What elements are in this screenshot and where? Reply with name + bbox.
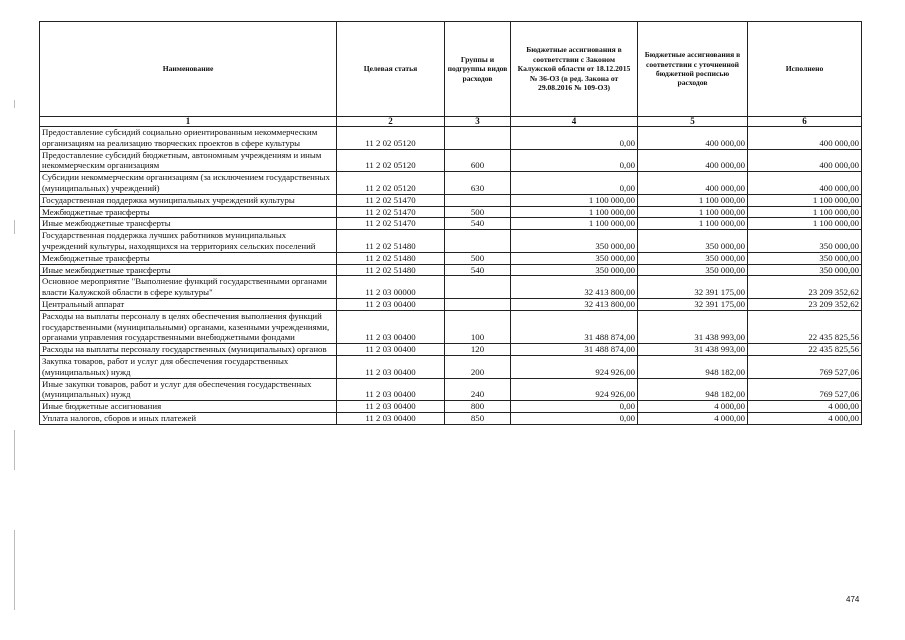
page-number: 474	[846, 595, 860, 604]
row-name: Иные межбюджетные трансферты	[40, 264, 337, 276]
row-budget-amount: 1 100 000,00	[638, 218, 748, 230]
row-budget-amount: 4 000,00	[638, 401, 748, 413]
budget-table	[39, 21, 862, 425]
row-target-code: 11 2 02 05120	[337, 172, 445, 195]
row-group	[445, 230, 511, 253]
row-target-code: 11 2 03 00400	[337, 412, 445, 424]
row-budget-amount: 1 100 000,00	[638, 194, 748, 206]
row-group: 240	[445, 378, 511, 401]
row-budget-amount: 400 000,00	[638, 127, 748, 150]
row-budget-amount: 31 438 993,00	[638, 344, 748, 356]
row-name: Государственная поддержка лучших работников муниципальных учреждений культуры, находящихся на территориях сельских поселений	[40, 230, 337, 253]
row-law-amount: 0,00	[511, 127, 638, 150]
row-group	[445, 298, 511, 310]
table-row	[40, 276, 862, 299]
row-budget-amount: 31 438 993,00	[638, 310, 748, 343]
table-row	[40, 344, 862, 356]
row-executed-amount: 23 209 352,62	[748, 298, 862, 310]
row-law-amount: 1 100 000,00	[511, 218, 638, 230]
table-row	[40, 206, 862, 218]
table-row	[40, 230, 862, 253]
table-row	[40, 378, 862, 401]
row-executed-amount: 4 000,00	[748, 412, 862, 424]
row-target-code: 11 2 02 05120	[337, 149, 445, 172]
row-budget-amount: 948 182,00	[638, 355, 748, 378]
table-row	[40, 401, 862, 413]
table-body	[40, 127, 862, 425]
row-target-code: 11 2 02 51470	[337, 206, 445, 218]
row-executed-amount: 1 100 000,00	[748, 206, 862, 218]
row-name: Центральный аппарат	[40, 298, 337, 310]
row-target-code: 11 2 02 05120	[337, 127, 445, 150]
row-target-code: 11 2 03 00400	[337, 344, 445, 356]
row-name: Иные бюджетные ассигнования	[40, 401, 337, 413]
row-name: Межбюджетные трансферты	[40, 206, 337, 218]
row-law-amount: 0,00	[511, 412, 638, 424]
row-law-amount: 31 488 874,00	[511, 310, 638, 343]
row-target-code: 11 2 03 00400	[337, 310, 445, 343]
row-law-amount: 1 100 000,00	[511, 206, 638, 218]
row-executed-amount: 1 100 000,00	[748, 194, 862, 206]
row-target-code: 11 2 03 00000	[337, 276, 445, 299]
row-name: Иные межбюджетные трансферты	[40, 218, 337, 230]
row-law-amount: 350 000,00	[511, 230, 638, 253]
table-row	[40, 127, 862, 150]
row-executed-amount: 1 100 000,00	[748, 218, 862, 230]
row-law-amount: 350 000,00	[511, 252, 638, 264]
row-executed-amount: 350 000,00	[748, 252, 862, 264]
row-executed-amount: 400 000,00	[748, 149, 862, 172]
row-law-amount: 1 100 000,00	[511, 194, 638, 206]
row-name: Иные закупки товаров, работ и услуг для обеспечения государственных (муниципальных) нужд	[40, 378, 337, 401]
row-executed-amount: 22 435 825,56	[748, 310, 862, 343]
row-group: 120	[445, 344, 511, 356]
table-row	[40, 412, 862, 424]
table-row	[40, 264, 862, 276]
row-budget-amount: 32 391 175,00	[638, 298, 748, 310]
column-number: 6	[748, 117, 862, 127]
row-executed-amount: 22 435 825,56	[748, 344, 862, 356]
row-executed-amount: 769 527,06	[748, 378, 862, 401]
row-name: Межбюджетные трансферты	[40, 252, 337, 264]
row-group: 850	[445, 412, 511, 424]
row-group: 200	[445, 355, 511, 378]
row-budget-amount: 400 000,00	[638, 172, 748, 195]
row-group	[445, 194, 511, 206]
row-group: 100	[445, 310, 511, 343]
row-group: 500	[445, 252, 511, 264]
row-group	[445, 276, 511, 299]
row-name: Предоставление субсидий социально ориентированным некоммерческим организациям на реализацию творческих проектов в сфере культуры	[40, 127, 337, 150]
header-executed: Исполнено	[748, 22, 862, 117]
row-name: Закупка товаров, работ и услуг для обеспечения государственных (муниципальных) нужд	[40, 355, 337, 378]
header-target: Целевая статья	[337, 22, 445, 117]
budget-table-sheet	[39, 21, 862, 425]
row-name: Предоставление субсидий бюджетным, автономным учреждениям и иным некоммерческим организациям	[40, 149, 337, 172]
table-row	[40, 194, 862, 206]
row-group: 540	[445, 264, 511, 276]
row-name: Расходы на выплаты персоналу в целях обеспечения выполнения функций государственными (муниципальными) органами, казенными учреждениями, органами управления государственными внебюджетными фондами	[40, 310, 337, 343]
row-law-amount: 32 413 800,00	[511, 298, 638, 310]
column-number-row	[40, 117, 862, 127]
row-budget-amount: 350 000,00	[638, 230, 748, 253]
table-row	[40, 355, 862, 378]
header-budget: Бюджетные ассигнования в соответствии с уточненной бюджетной росписью расходов	[638, 22, 748, 117]
column-number: 2	[337, 117, 445, 127]
row-target-code: 11 2 02 51480	[337, 230, 445, 253]
row-executed-amount: 350 000,00	[748, 264, 862, 276]
row-name: Государственная поддержка муниципальных учреждений культуры	[40, 194, 337, 206]
table-row	[40, 252, 862, 264]
row-executed-amount: 769 527,06	[748, 355, 862, 378]
table-row	[40, 218, 862, 230]
row-group: 800	[445, 401, 511, 413]
row-target-code: 11 2 02 51480	[337, 264, 445, 276]
row-group: 540	[445, 218, 511, 230]
row-law-amount: 924 926,00	[511, 355, 638, 378]
row-law-amount: 0,00	[511, 172, 638, 195]
row-group: 500	[445, 206, 511, 218]
column-number: 3	[445, 117, 511, 127]
row-name: Расходы на выплаты персоналу государственных (муниципальных) органов	[40, 344, 337, 356]
row-law-amount: 924 926,00	[511, 378, 638, 401]
binding-marks	[14, 100, 16, 620]
row-budget-amount: 1 100 000,00	[638, 206, 748, 218]
row-executed-amount: 4 000,00	[748, 401, 862, 413]
header-law: Бюджетные ассигнования в соответствии с Законом Калужской области от 18.12.2015 № 36-ОЗ (в ред. Закона от 29.08.2016 № 109-ОЗ)	[511, 22, 638, 117]
row-group: 600	[445, 149, 511, 172]
row-group: 630	[445, 172, 511, 195]
column-number: 1	[40, 117, 337, 127]
row-budget-amount: 4 000,00	[638, 412, 748, 424]
row-law-amount: 350 000,00	[511, 264, 638, 276]
row-target-code: 11 2 03 00400	[337, 298, 445, 310]
row-budget-amount: 350 000,00	[638, 264, 748, 276]
row-name: Уплата налогов, сборов и иных платежей	[40, 412, 337, 424]
row-target-code: 11 2 03 00400	[337, 378, 445, 401]
row-name: Основное мероприятие "Выполнение функций государственными органами власти Калужской области в сфере культуры"	[40, 276, 337, 299]
row-budget-amount: 32 391 175,00	[638, 276, 748, 299]
row-law-amount: 32 413 800,00	[511, 276, 638, 299]
row-name: Субсидии некоммерческим организациям (за исключением государственных (муниципальных) учреждений)	[40, 172, 337, 195]
row-law-amount: 0,00	[511, 401, 638, 413]
row-target-code: 11 2 02 51470	[337, 194, 445, 206]
header-groups: Группы и подгруппы видов расходов	[445, 22, 511, 117]
table-row	[40, 149, 862, 172]
row-target-code: 11 2 02 51480	[337, 252, 445, 264]
header-row	[40, 22, 862, 117]
row-law-amount: 0,00	[511, 149, 638, 172]
row-executed-amount: 400 000,00	[748, 172, 862, 195]
row-group	[445, 127, 511, 150]
column-number: 5	[638, 117, 748, 127]
row-budget-amount: 400 000,00	[638, 149, 748, 172]
row-target-code: 11 2 03 00400	[337, 355, 445, 378]
row-executed-amount: 23 209 352,62	[748, 276, 862, 299]
row-law-amount: 31 488 874,00	[511, 344, 638, 356]
row-executed-amount: 350 000,00	[748, 230, 862, 253]
table-row	[40, 298, 862, 310]
row-budget-amount: 948 182,00	[638, 378, 748, 401]
header-name: Наименование	[40, 22, 337, 117]
row-executed-amount: 400 000,00	[748, 127, 862, 150]
row-budget-amount: 350 000,00	[638, 252, 748, 264]
row-target-code: 11 2 02 51470	[337, 218, 445, 230]
table-row	[40, 172, 862, 195]
table-row	[40, 310, 862, 343]
row-target-code: 11 2 03 00400	[337, 401, 445, 413]
column-number: 4	[511, 117, 638, 127]
